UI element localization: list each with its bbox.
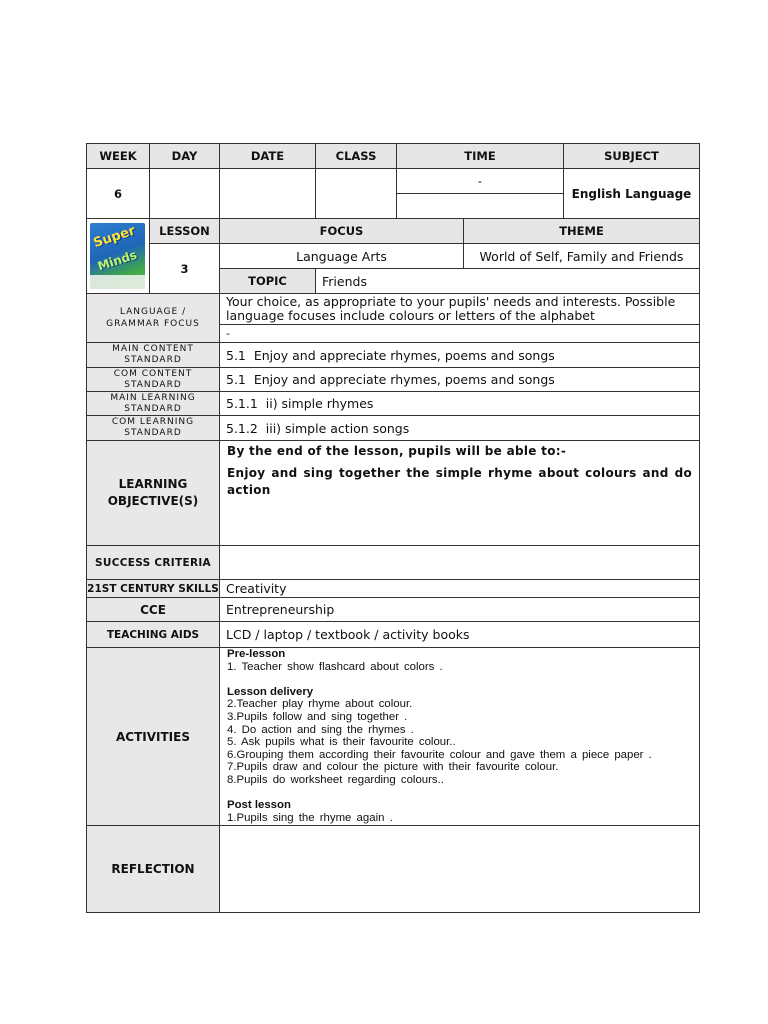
main-learning-text: 5.1.1 ii) simple rhymes	[219, 391, 700, 416]
date-value	[219, 168, 316, 219]
time-lower	[396, 193, 564, 219]
theme-label: THEME	[463, 218, 700, 244]
activity-item: 6.Grouping them according their favourite colour and gave them a piece paper .	[227, 748, 652, 761]
activity-item: 4. Do action and sing the rhymes .	[227, 723, 414, 736]
activity-item: 1.Pupils sing the rhyme again .	[227, 811, 393, 824]
lesson-delivery-list	[227, 698, 692, 786]
header-day: DAY	[149, 143, 220, 169]
theme-value: World of Self, Family and Friends	[463, 243, 700, 269]
pre-lesson-list	[227, 661, 692, 674]
subject-value: English Language	[563, 168, 700, 219]
activity-item: 2.Teacher play rhyme about colour.	[227, 698, 413, 711]
com-learning-text: 5.1.2 iii) simple action songs	[219, 415, 700, 441]
week-value: 6	[86, 168, 150, 219]
main-learning-label: MAIN LEARNING STANDARD	[86, 391, 220, 416]
skills-text: Creativity	[219, 579, 700, 598]
main-content-label: MAIN CONTENT STANDARD	[86, 342, 220, 368]
activities-label: ACTIVITIES	[86, 647, 220, 826]
topic-label: TOPIC	[219, 268, 316, 294]
pre-lesson-heading: Pre-lesson	[227, 648, 286, 660]
header-date: DATE	[219, 143, 316, 169]
cce-label: CCE	[86, 597, 220, 622]
objectives-text	[219, 440, 700, 546]
success-text	[219, 545, 700, 580]
objectives-intro: By the end of the lesson, pupils will be able to:-	[227, 444, 567, 458]
com-content-text: 5.1 Enjoy and appreciate rhymes, poems and songs	[219, 367, 700, 392]
activity-item: 5. Ask pupils what is their favourite colour..	[227, 736, 456, 749]
activity-item: 1. Teacher show flashcard about colors .	[227, 660, 443, 673]
teaching-aids-label: TEACHING AIDS	[86, 621, 220, 648]
reflection-text	[219, 825, 700, 913]
header-week: WEEK	[86, 143, 150, 169]
textbook-cover-image: Super Minds	[90, 223, 145, 289]
objectives-label: LEARNING OBJECTIVE(S)	[86, 440, 220, 546]
lesson-value: 3	[149, 243, 220, 294]
topic-value: Friends	[315, 268, 700, 294]
header-time: TIME	[396, 143, 564, 169]
teaching-aids-text: LCD / laptop / textbook / activity books	[219, 621, 700, 648]
language-focus-extra: -	[219, 324, 700, 343]
activities-content	[219, 647, 700, 826]
time-upper: -	[396, 168, 564, 194]
success-label: SUCCESS CRITERIA	[86, 545, 220, 580]
skills-label: 21ST CENTURY SKILLS	[86, 579, 220, 598]
com-content-label: COM CONTENT STANDARD	[86, 367, 220, 392]
day-value	[149, 168, 220, 219]
activity-item: 7.Pupils draw and colour the picture with their favourite colour.	[227, 761, 559, 774]
language-focus-label: LANGUAGE / GRAMMAR FOCUS	[86, 293, 220, 343]
language-focus-text: Your choice, as appropriate to your pupils' needs and interests. Possible language focuses include colours or letters of the alphabet	[219, 293, 700, 325]
activity-item: 8.Pupils do worksheet regarding colours..	[227, 773, 444, 786]
header-subject: SUBJECT	[563, 143, 700, 169]
lesson-label: LESSON	[149, 218, 220, 244]
com-learning-label: COM LEARNING STANDARD	[86, 415, 220, 441]
objectives-goal: Enjoy and sing together the simple rhyme about colours and do action	[227, 466, 692, 497]
reflection-label: REFLECTION	[86, 825, 220, 913]
class-value	[315, 168, 397, 219]
cce-text: Entrepreneurship	[219, 597, 700, 622]
main-content-text: 5.1 Enjoy and appreciate rhymes, poems and songs	[219, 342, 700, 368]
activity-item: 3.Pupils follow and sing together .	[227, 710, 408, 723]
header-class: CLASS	[315, 143, 397, 169]
focus-value: Language Arts	[219, 243, 464, 269]
focus-label: FOCUS	[219, 218, 464, 244]
post-lesson-heading: Post lesson	[227, 799, 291, 812]
lesson-delivery-heading: Lesson delivery	[227, 685, 314, 698]
post-lesson-list	[227, 812, 692, 825]
